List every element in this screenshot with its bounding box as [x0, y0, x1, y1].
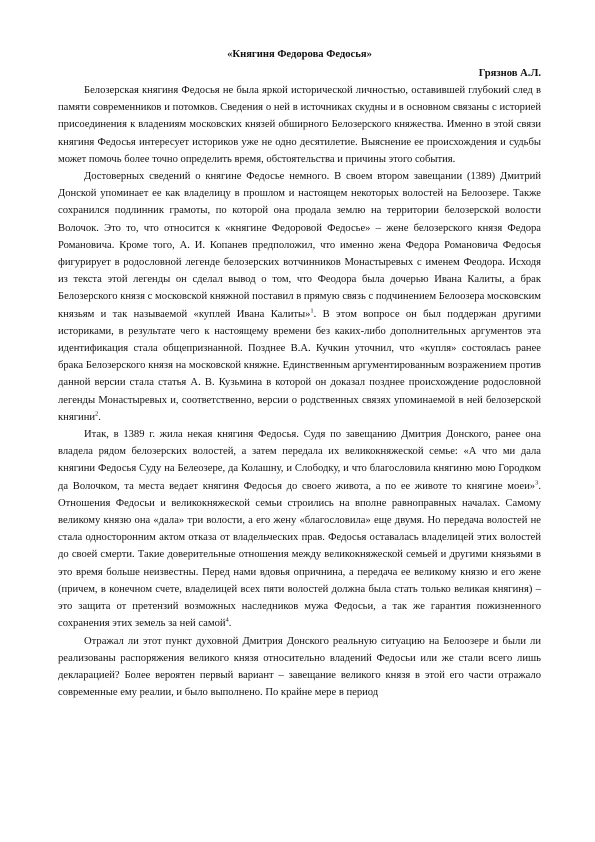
footnote-ref[interactable]: 4 [225, 616, 229, 624]
document-title: «Княгиня Федорова Федосья» [227, 49, 372, 60]
footnote-ref[interactable]: 1 [310, 307, 314, 315]
paragraph [58, 168, 541, 426]
paragraph-text: . В этом вопросе он был поддержан другими историками, в результате чего к настоящему времени без каких-либо дополнительных аргументов эта идентификация стала общепризнанной. Позднее В.А. Кучкин уточнил, что «купля» состоялась ранее брака Белозерского князя на московской княжне. Единственным аргументированным возражением против данной версии стала статья А. В. Кузьмина в которой он доказал позднее происхождение родословной легенды Монастыревых и, соответственно, версии о родственных связях упоминаемой в ней белозерской княгини [58, 308, 541, 423]
paragraph [58, 633, 541, 702]
paragraph [58, 82, 541, 168]
paragraph-text: . Отношения Федосьи и великокняжеской семьи строились на вполне равноправных началах. Самому великому князю она «дала» три волости, а его жену «благословила» еще двумя. Но передача волостей не стала односторонним актом отказа от владельческих прав. Федосья оставалась владелицей этих волостей до своей смерти. Такие доверительные отношения между великокняжеской семьей и другими князьями в это время больше неизвестны. Перед нами вдовья опричнина, а передача ее великому князю и его жене (причем, в конечном счете, владелицей всех пяти волостей должна была стать только великая княгиня) – это защита от претензий возможных наследников мужа Федосьи, а так же гарантия пожизненного сохранения этих земель за ней самой [58, 480, 541, 630]
paragraph-text: Итак, в 1389 г. жила некая княгиня Федосья. Судя по завещанию Дмитрия Донского, ранее она владела рядом белозерских волостей, а затем передала их великокняжеской семье: «А что ми дала княгини Федосья Суду на Белеозере, да Колашну, и Слободку, и что благословила княгиню мою Городком да Волочком, та места ведает княгиня Федосья до своего живота, а по ее животе то княгине моеи» [58, 429, 541, 492]
paragraph [58, 426, 541, 632]
author-name: Грязнов А.Л. [478, 68, 541, 79]
paragraph-text: Достоверных сведений о княгине Федосье немного. В своем втором завещании (1389) Дмитрий Донской упоминает ее как владелицу в прошлом и настоящем некоторых волостей на Белоозере. Также сохранился подлинник грамоты, по которой она продала землю на территории белозерской волости Волочок. Это то, что относится к «княгине Федоровой Федосье» – жене белозерского князя Федора Романовича. Кроме того, А. И. Копанев предположил, что именно жена Федора Романовича Федосья фигурирует в родословной легенде белозерских вотчинников Монастыревых с именем Феодора. Исходя из текста этой легенды он сделал вывод о том, что Феодора была дочерью Ивана Калиты, а брак Белозерского князя с московской княжной поставил в прямую связь с подчинением Белоозера московским князьям и так называемой «куплей Ивана Калиты» [58, 171, 541, 320]
paragraph-text: Белозерская княгиня Федосья не была яркой исторической личностью, оставившей глубокий след в памяти современников и потомков. Сведения о ней в источниках скудны и в основном связаны с историей присоединения к владениям московских князей обширного Белозерского княжества. Именно в этой связи княгиня Федосья интересует историков уже не одно десятилетие. Выяснение ее происхождения и судьбы может помочь более точно определить время, обстоятельства и причины этого события. [58, 85, 541, 165]
footnote-ref[interactable]: 3 [535, 479, 539, 487]
paragraph-text: . [228, 618, 232, 630]
paragraph-text: Отражал ли этот пункт духовной Дмитрия Донского реальную ситуацию на Белоозере и были ли реализованы распоряжения великого князя относительно владений Федосьи или же стали всего лишь декларацией? Более вероятен первый вариант – завещание великого князя в этой его части отражало современные ему реалии, и было выполнено. По крайне мере в период [58, 635, 541, 699]
paragraph-text: . [98, 411, 101, 423]
footnote-ref[interactable]: 2 [95, 410, 99, 418]
